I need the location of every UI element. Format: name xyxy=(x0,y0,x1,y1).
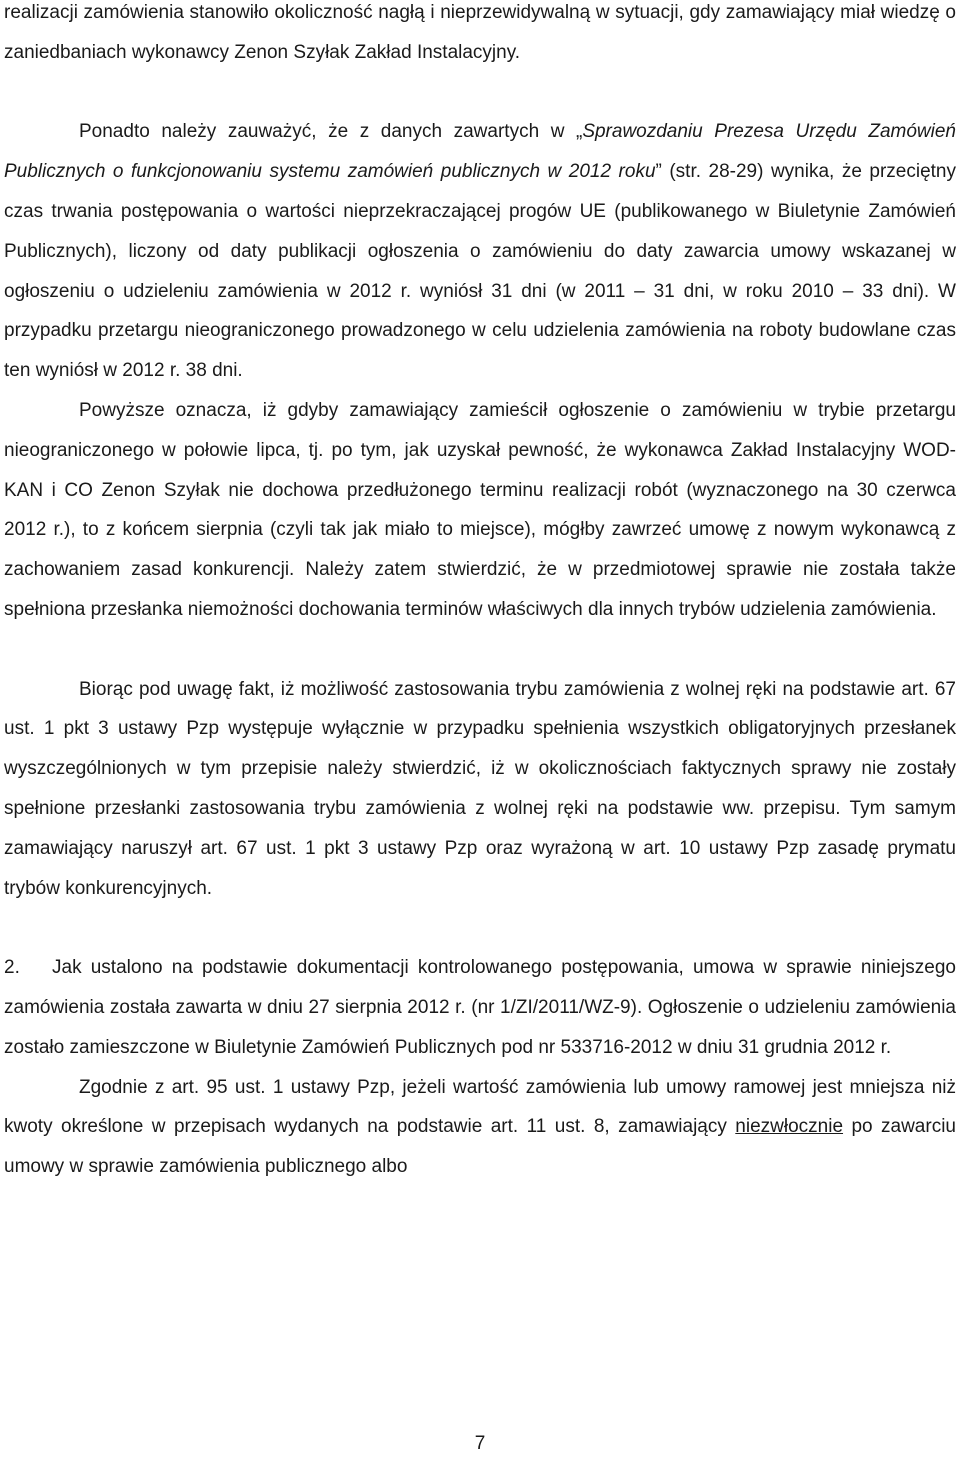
paragraph-text: Biorąc pod uwagę fakt, iż możliwość zastosowania trybu zamówienia z wolnej ręki na podstawie art. 67 ust. 1 pkt 3 ustawy Pzp występuje wyłącznie w przypadku spełnienia wszystkich obligatoryjnych przesłanek wyszczególnionych w tym przepisie należy stwierdzić, iż w okolicznościach faktycznych sprawy nie zostały spełnione przesłanki zastosowania trybu zamówienia z wolnej ręki na podstawie ww. przepisu. Tym samym zamawiający naruszył art. 67 ust. 1 pkt 3 ustawy Pzp oraz wyrażoną w art. 10 ustawy Pzp zasadę prymatu trybów konkurencyjnych. xyxy=(4,678,956,899)
paragraph-text: po zawarciu umowy w sprawie zamówienia publicznego albo xyxy=(4,1116,956,1178)
paragraph-numbered-finding xyxy=(4,948,956,1067)
page-number: 7 xyxy=(474,1433,486,1454)
finding-number: 2. xyxy=(4,957,20,979)
paragraph-text: Ponadto należy zauważyć, że z danych zawartych w „ xyxy=(79,121,583,143)
paragraph-text: Zgodnie z art. 95 ust. 1 ustawy Pzp, jeżeli wartość zamówienia lub umowy ramowej jest mniejsza niż kwoty określone w przepisach wydanych na podstawie art. 11 ust. 8, zamawiający xyxy=(4,1076,956,1138)
paragraph-violation xyxy=(4,670,956,909)
paragraph-conclusion xyxy=(4,391,956,630)
paragraph-continuation xyxy=(4,0,956,73)
paragraph-text: ” (str. 28-29) wynika, że przeciętny czas trwania postępowania o wartości nieprzekraczającej progów UE (publikowanego w Biuletynie Zamówień Publicznych), liczony od daty publikacji ogłoszenia o zamówieniu do daty zawarcia umowy wskazanej w ogłoszeniu o udzieleniu zamówienia w 2012 r. wyniósł 31 dni (w 2011 – 31 dni, w roku 2010 – 33 dni). W przypadku przetargu nieograniczonego prowadzonego w celu udzielenia zamówienia na roboty budowlane czas ten wyniósł w 2012 r. 38 dni. xyxy=(4,161,956,382)
paragraph-report-reference xyxy=(4,112,956,391)
document-page xyxy=(4,0,956,1187)
underlined-term: niezwłocznie xyxy=(735,1116,844,1138)
paragraph-legal-basis xyxy=(4,1068,956,1187)
paragraph-text: Powyższe oznacza, iż gdyby zamawiający zamieścił ogłoszenie o zamówieniu w trybie przetargu nieograniczonego w połowie lipca, tj. po tym, jak uzyskał pewność, że wykonawca Zakład Instalacyjny WOD-KAN i CO Zenon Szyłak nie dochowa przedłużonego terminu realizacji robót (wyznaczonego na 30 czerwca 2012 r.), to z końcem sierpnia (czyli tak jak miało to miejsce), mógłby zawrzeć umowę z nowym wykonawcą z zachowaniem zasad konkurencji. Należy zatem stwierdzić, że w przedmiotowej sprawie nie została także spełniona przesłanka niemożności dochowania terminów właściwych dla innych trybów udzielenia zamówienia. xyxy=(4,399,956,620)
paragraph-text: realizacji zamówienia stanowiło okoliczność nagłą i nieprzewidywalną w sytuacji, gdy zamawiający miał wiedzę o zaniedbaniach wykonawcy Zenon Szyłak Zakład Instalacyjny. xyxy=(4,2,956,63)
paragraph-text: Jak ustalono na podstawie dokumentacji kontrolowanego postępowania, umowa w sprawie niniejszego zamówienia została zawarta w dniu 27 sierpnia 2012 r. (nr 1/ZI/2011/WZ-9). Ogłoszenie o udzieleniu zamówienia zostało zamieszczone w Biuletynie Zamówień Publicznych pod nr 533716-2012 w dniu 31 grudnia 2012 r. xyxy=(4,957,956,1058)
report-title: Sprawozdaniu Prezesa Urzędu Zamówień Publicznych o funkcjonowaniu systemu zamówień publicznych w 2012 roku xyxy=(4,121,956,183)
